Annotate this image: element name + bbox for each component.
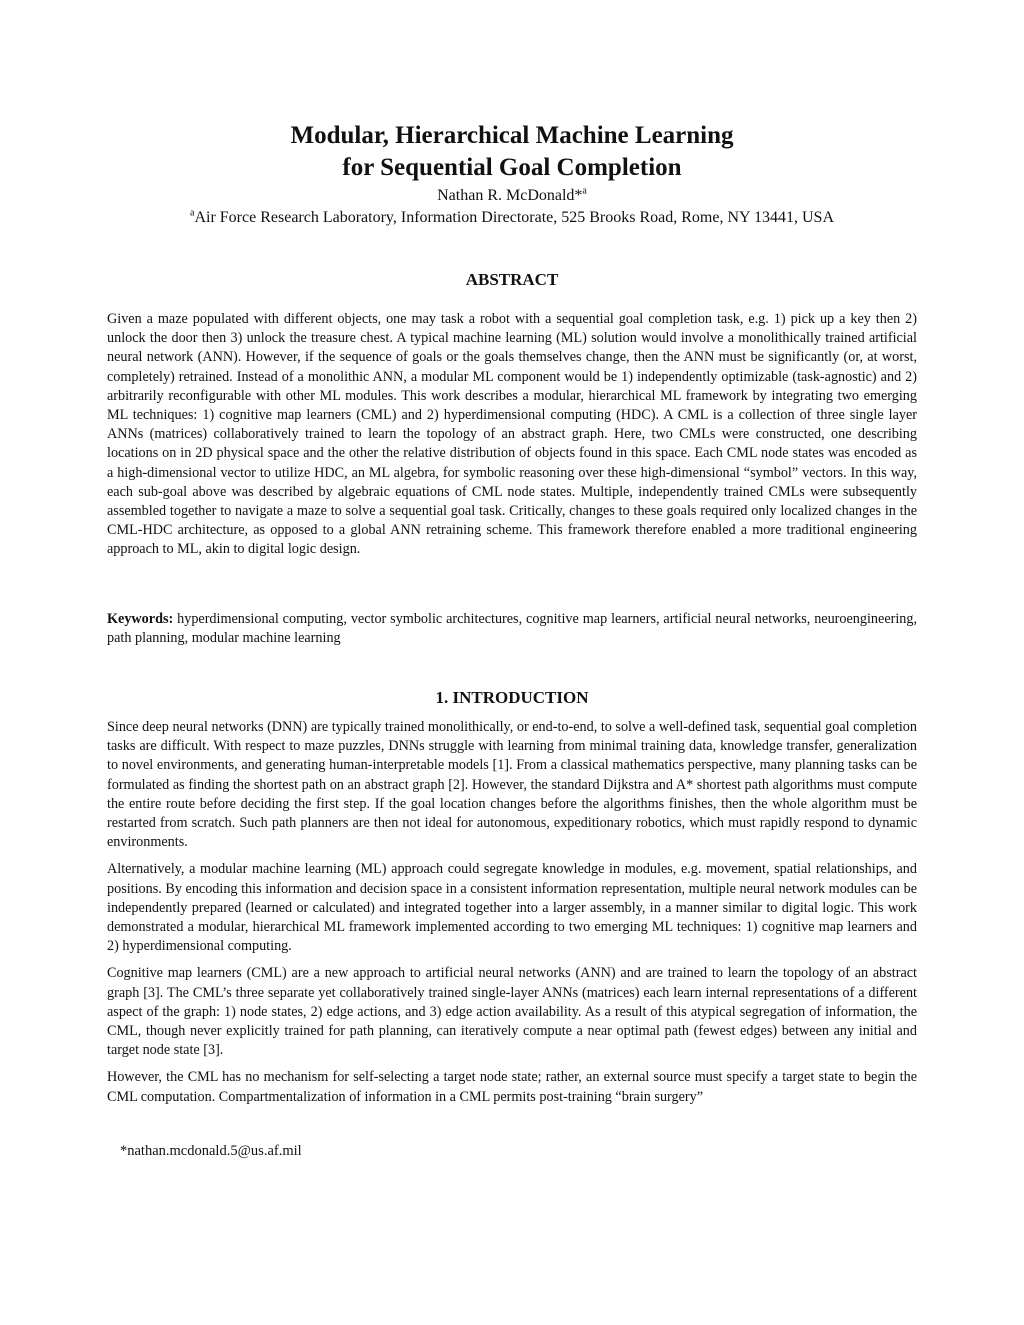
keywords xyxy=(107,610,917,648)
author-sup: a xyxy=(582,185,587,197)
intro-paragraph: However, the CML has no mechanism for self-selecting a target node state; rather, an external source must specify a target state to begin the CML computation. Compartmentalization of information in a CML permits post-training “brain surgery” xyxy=(107,1069,917,1105)
introduction-body xyxy=(107,718,917,1115)
abstract-text: Given a maze populated with different objects, one may task a robot with a sequential goal completion task, e.g. 1) pick up a key then 2) unlock the door then 3) unlock the treasure chest. A typical machine learning (ML) solution would involve a monolithically trained artificial neural network (ANN). However, if the sequence of goals or the goals themselves change, then the ANN must be significantly (or, at worst, completely) retrained. Instead of a monolithic ANN, a modular ML component would be 1) independently optimizable (task-agnostic) and 2) arbitrarily reconfigurable with other ML modules. This work describes a modular, hierarchical ML framework by integrating two emerging ML techniques: 1) cognitive map learners (CML) and 2) hyperdimensional computing (HDC). A CML is a collection of three single layer ANNs (matrices) collaboratively trained to learn the topology of an abstract graph. Here, two CMLs were constructed, one describing locations on in 2D physical space and the other the relative distribution of objects found in this space. Each CML node states was encoded as a high-dimensional vector to utilize HDC, an ML algebra, for symbolic reasoning over these high-dimensional “symbol” vectors. In this way, each sub-goal above was described by algebraic equations of CML node states. Multiple, independently trained CMLs were subsequently assembled together to navigate a maze to solve a sequential goal task. Critically, changes to these goals required only localized changes in the CML-HDC architecture, as opposed to a global ANN retraining scheme. This framework therefore enabled a more traditional engineering approach to ML, akin to digital logic design. xyxy=(107,311,917,558)
intro-paragraph: Since deep neural networks (DNN) are typically trained monolithically, or end-to-end, to solve a well-defined task, sequential goal completion tasks are difficult. With respect to maze puzzles, DNNs struggle with learning from minimal training data, knowledge transfer, generalization to novel environments, and generating human-interpretable models [1]. From a classical mathematics perspective, many planning tasks can be formulated as finding the shortest path on an abstract graph [2]. However, the standard Dijkstra and A* shortest path algorithms must compute the entire route before deciding the first step. If the goal location changes before the algorithms finishes, then the whole algorithm must be restarted from scratch. Such path planners are then not ideal for autonomous, expeditionary robotics, which must rapidly respond to dynamic environments. xyxy=(107,719,917,851)
paper-header xyxy=(60,120,964,230)
affiliation-sup: a xyxy=(190,207,195,219)
keywords-label: Keywords: xyxy=(107,611,174,627)
abstract-heading: ABSTRACT xyxy=(465,270,559,289)
intro-paragraph: Alternatively, a modular machine learning (ML) approach could segregate knowledge in modules, e.g. movement, spatial relationships, and positions. By encoding this information and decision space in a consistent information representation, multiple neural network modules can be independently prepared (learned or calculated) and integrated together into a larger assembly, in a manner similar to digital logic. This work demonstrated a modular, hierarchical ML framework implemented according to two emerging ML techniques: 1) cognitive map learners and 2) hyperdimensional computing. xyxy=(107,861,917,955)
intro-paragraph: Cognitive map learners (CML) are a new approach to artificial neural networks (ANN) and are trained to learn the topology of an abstract graph [3]. The CML’s three separate yet collaboratively trained single-layer ANNs (matrices) each learn internal representations of a different aspect of the graph: 1) node states, 2) edge actions, and 3) edge action availability. As a result of this atypical segregation of information, the CML, though never explicitly trained for path planning, can iteratively compute a near optimal path (fewest edges) between any initial and target node state [3]. xyxy=(107,965,917,1059)
footnote-email: *nathan.mcdonald.5@us.af.mil xyxy=(120,1143,302,1159)
author xyxy=(60,186,964,206)
title-line-2: for Sequential Goal Completion xyxy=(342,154,682,181)
affiliation-text: Air Force Research Laboratory, Information Directorate, 525 Brooks Road, Rome, NY 13441, USA xyxy=(194,209,834,226)
keywords-text: hyperdimensional computing, vector symbolic architectures, cognitive map learners, artificial neural networks, neuroengineering, path planning, modular machine learning xyxy=(107,611,918,647)
section-1-heading: 1. INTRODUCTION xyxy=(435,688,589,707)
author-name: Nathan R. McDonald* xyxy=(437,187,583,204)
affiliation xyxy=(60,206,964,230)
title-line-1: Modular, Hierarchical Machine Learning xyxy=(290,122,734,149)
